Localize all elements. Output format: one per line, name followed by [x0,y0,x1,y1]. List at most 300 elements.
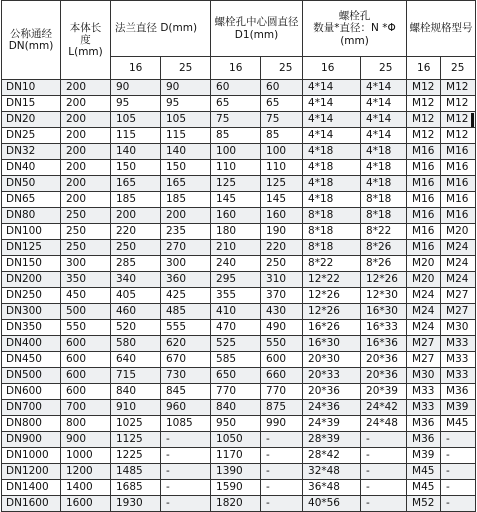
cell-bolt-holes-25: 4*18 [361,144,407,160]
header-length: 本体长 度 L(mm) [61,1,111,80]
cell-flange-16: 640 [111,352,161,368]
cell-dn: DN800 [2,416,61,432]
cell-flange-16: 580 [111,336,161,352]
cell-flange-16: 1025 [111,416,161,432]
cell-bolt-holes-16: 20*33 [303,368,361,384]
cell-length: 600 [61,384,111,400]
table-row [2,96,476,112]
cell-bolt-holes-25: 12*26 [361,272,407,288]
cell-length: 200 [61,176,111,192]
cell-bolt-circle-16: 1590 [211,480,261,496]
cell-flange-16: 150 [111,160,161,176]
header-bolt-holes-16: 16 [303,57,361,80]
table-row [2,432,476,448]
cell-length: 250 [61,240,111,256]
table-row [2,208,476,224]
cell-bolt-spec-25: M39 [441,400,476,416]
cell-bolt-circle-16: 295 [211,272,261,288]
cell-dn: DN300 [2,304,61,320]
cell-flange-16: 1485 [111,464,161,480]
cell-flange-25: 165 [161,176,211,192]
cell-flange-25: 730 [161,368,211,384]
cell-bolt-spec-16: M16 [407,240,441,256]
table-row [2,400,476,416]
cell-bolt-spec-16: M12 [407,96,441,112]
cell-flange-16: 715 [111,368,161,384]
cell-bolt-holes-16: 28*42 [303,448,361,464]
cell-bolt-circle-16: 125 [211,176,261,192]
cell-length: 200 [61,160,111,176]
cell-bolt-spec-16: M27 [407,336,441,352]
cell-bolt-holes-25: 24*48 [361,416,407,432]
cell-flange-16: 90 [111,80,161,96]
cell-bolt-spec-16: M39 [407,448,441,464]
cell-bolt-circle-25: 100 [261,144,303,160]
cell-bolt-holes-16: 8*18 [303,240,361,256]
cell-bolt-circle-16: 75 [211,112,261,128]
cell-dn: DN250 [2,288,61,304]
cell-dn: DN500 [2,368,61,384]
cell-bolt-circle-16: 240 [211,256,261,272]
cell-bolt-circle-25: - [261,464,303,480]
cell-bolt-circle-16: 180 [211,224,261,240]
cell-bolt-spec-25: M20 [441,224,476,240]
cell-bolt-circle-25: 220 [261,240,303,256]
cell-bolt-holes-25: 12*30 [361,288,407,304]
cell-bolt-spec-25: - [441,464,476,480]
cell-bolt-circle-16: 410 [211,304,261,320]
cell-bolt-spec-16: M20 [407,272,441,288]
cell-dn: DN150 [2,256,61,272]
table-row [2,368,476,384]
cell-bolt-holes-25: 4*14 [361,128,407,144]
table-row [2,336,476,352]
cell-length: 200 [61,80,111,96]
cell-bolt-spec-16: M52 [407,496,441,512]
cell-bolt-holes-16: 12*26 [303,304,361,320]
table-row [2,240,476,256]
cell-bolt-holes-16: 16*30 [303,336,361,352]
header-bolt-spec: 螺栓规格型号 [407,1,476,57]
cell-bolt-holes-25: 16*30 [361,304,407,320]
cell-bolt-spec-25: M12 [441,128,476,144]
table-row [2,256,476,272]
cell-bolt-holes-25: - [361,496,407,512]
cell-flange-16: 115 [111,128,161,144]
cell-flange-25: 300 [161,256,211,272]
cell-bolt-circle-25: 125 [261,176,303,192]
flange-spec-table [1,0,476,512]
cell-bolt-circle-16: 525 [211,336,261,352]
cell-bolt-spec-25: M33 [441,336,476,352]
cell-bolt-spec-16: M30 [407,368,441,384]
cell-bolt-circle-25: - [261,480,303,496]
cell-length: 1000 [61,448,111,464]
cell-bolt-spec-16: M16 [407,160,441,176]
cell-bolt-holes-25: 16*33 [361,320,407,336]
cell-length: 200 [61,112,111,128]
cell-bolt-holes-25: 24*42 [361,400,407,416]
cell-length: 250 [61,224,111,240]
cell-bolt-holes-16: 12*22 [303,272,361,288]
cell-length: 550 [61,320,111,336]
cell-bolt-holes-25: 8*26 [361,240,407,256]
cell-bolt-circle-25: 875 [261,400,303,416]
cell-bolt-holes-25: 8*26 [361,256,407,272]
cell-bolt-spec-16: M16 [407,176,441,192]
header-flange-16: 16 [111,57,161,80]
cell-bolt-spec-25: M33 [441,368,476,384]
cell-dn: DN700 [2,400,61,416]
cell-bolt-spec-16: M24 [407,320,441,336]
cell-flange-25: 90 [161,80,211,96]
table-row [2,320,476,336]
cell-flange-16: 840 [111,384,161,400]
cell-bolt-spec-16: M33 [407,384,441,400]
header-flange-25: 25 [161,57,211,80]
table-row [2,288,476,304]
cell-bolt-holes-16: 4*18 [303,192,361,208]
cell-flange-25: 200 [161,208,211,224]
cell-bolt-holes-16: 4*14 [303,96,361,112]
cell-flange-25: - [161,432,211,448]
cell-bolt-circle-16: 1170 [211,448,261,464]
cell-dn: DN450 [2,352,61,368]
cell-bolt-spec-16: M12 [407,80,441,96]
cell-dn: DN40 [2,160,61,176]
cell-bolt-circle-16: 1390 [211,464,261,480]
cell-bolt-circle-25: 600 [261,352,303,368]
table-row [2,224,476,240]
cell-bolt-spec-16: M36 [407,432,441,448]
cell-flange-25: 1085 [161,416,211,432]
cell-flange-16: 340 [111,272,161,288]
cell-bolt-spec-16: M45 [407,464,441,480]
cell-bolt-circle-16: 210 [211,240,261,256]
cell-length: 1600 [61,496,111,512]
table-body [2,80,476,512]
table-row [2,448,476,464]
cell-length: 1400 [61,480,111,496]
table-row [2,464,476,480]
cell-bolt-circle-16: 470 [211,320,261,336]
header-flange-diameter: 法兰直径 D(mm) [111,1,211,57]
cell-length: 200 [61,144,111,160]
table-row [2,384,476,400]
table-row [2,112,476,128]
cell-flange-16: 1125 [111,432,161,448]
cell-bolt-spec-16: M36 [407,416,441,432]
cell-bolt-holes-16: 20*36 [303,384,361,400]
cell-bolt-spec-25: M16 [441,144,476,160]
cell-bolt-spec-25: M24 [441,272,476,288]
cell-bolt-holes-25: 16*36 [361,336,407,352]
cell-flange-25: 95 [161,96,211,112]
cell-bolt-spec-16: M33 [407,400,441,416]
cell-bolt-circle-16: 85 [211,128,261,144]
cell-bolt-holes-25: 4*14 [361,96,407,112]
cell-flange-25: 270 [161,240,211,256]
cell-bolt-holes-16: 32*48 [303,464,361,480]
cell-bolt-circle-25: 160 [261,208,303,224]
cell-flange-25: 185 [161,192,211,208]
cell-bolt-circle-16: 1820 [211,496,261,512]
cell-flange-16: 250 [111,240,161,256]
cell-bolt-circle-25: 660 [261,368,303,384]
cell-bolt-holes-25: - [361,480,407,496]
cell-length: 1200 [61,464,111,480]
cell-bolt-holes-16: 40*56 [303,496,361,512]
cell-bolt-holes-16: 12*26 [303,288,361,304]
cell-bolt-holes-25: - [361,432,407,448]
cell-flange-25: - [161,496,211,512]
cell-bolt-holes-25: 4*14 [361,80,407,96]
cell-dn: DN15 [2,96,61,112]
cell-dn: DN50 [2,176,61,192]
cell-bolt-spec-25: M12 [441,112,476,128]
cell-bolt-holes-16: 24*36 [303,400,361,416]
cell-bolt-holes-16: 16*26 [303,320,361,336]
cell-bolt-holes-16: 4*14 [303,112,361,128]
cell-dn: DN20 [2,112,61,128]
cell-flange-16: 1685 [111,480,161,496]
cell-bolt-spec-16: M20 [407,256,441,272]
cell-bolt-spec-16: M45 [407,480,441,496]
header-bolt-spec-16: 16 [407,57,441,80]
cell-bolt-spec-16: M16 [407,144,441,160]
cell-flange-25: - [161,480,211,496]
table-row [2,480,476,496]
header-dn: 公称通经 DN(mm) [2,1,61,80]
cell-flange-16: 95 [111,96,161,112]
cell-bolt-circle-16: 650 [211,368,261,384]
cell-flange-16: 910 [111,400,161,416]
cell-flange-25: 960 [161,400,211,416]
cell-bolt-spec-25: M24 [441,256,476,272]
cell-bolt-circle-25: 75 [261,112,303,128]
cell-bolt-circle-25: - [261,448,303,464]
cell-bolt-circle-25: 310 [261,272,303,288]
cell-bolt-circle-16: 100 [211,144,261,160]
cell-bolt-spec-16: M24 [407,288,441,304]
cell-length: 600 [61,352,111,368]
cell-bolt-holes-25: 20*39 [361,384,407,400]
cell-length: 500 [61,304,111,320]
cell-dn: DN80 [2,208,61,224]
cell-bolt-circle-16: 160 [211,208,261,224]
cell-bolt-circle-25: 190 [261,224,303,240]
cell-bolt-circle-25: 370 [261,288,303,304]
cell-flange-25: 555 [161,320,211,336]
scroll-marker [471,113,474,127]
cell-bolt-spec-25: M16 [441,192,476,208]
header-bolt-holes: 螺栓孔 数量*直径：N *Φ (mm) [303,1,407,57]
cell-dn: DN200 [2,272,61,288]
cell-bolt-circle-25: 85 [261,128,303,144]
cell-bolt-spec-16: M16 [407,208,441,224]
cell-dn: DN125 [2,240,61,256]
table-row [2,352,476,368]
cell-bolt-spec-25: - [441,432,476,448]
cell-bolt-circle-25: - [261,496,303,512]
cell-bolt-circle-16: 950 [211,416,261,432]
cell-flange-16: 165 [111,176,161,192]
cell-bolt-holes-16: 24*39 [303,416,361,432]
cell-flange-25: 140 [161,144,211,160]
cell-bolt-spec-25: M36 [441,384,476,400]
cell-flange-25: 620 [161,336,211,352]
cell-bolt-spec-25: M12 [441,80,476,96]
cell-bolt-circle-16: 585 [211,352,261,368]
cell-bolt-spec-16: M27 [407,352,441,368]
cell-length: 800 [61,416,111,432]
cell-bolt-circle-16: 110 [211,160,261,176]
cell-dn: DN1200 [2,464,61,480]
cell-bolt-holes-16: 8*18 [303,208,361,224]
cell-bolt-holes-25: 4*18 [361,176,407,192]
cell-dn: DN100 [2,224,61,240]
cell-bolt-circle-25: 430 [261,304,303,320]
cell-bolt-holes-16: 28*39 [303,432,361,448]
cell-flange-25: 485 [161,304,211,320]
cell-length: 200 [61,192,111,208]
cell-bolt-spec-25: - [441,496,476,512]
cell-bolt-holes-25: 4*18 [361,160,407,176]
cell-bolt-holes-25: 4*14 [361,112,407,128]
table-row [2,144,476,160]
header-bolt-circle: 螺栓孔中心圆直径 D1(mm) [211,1,303,57]
cell-bolt-spec-25: M12 [441,96,476,112]
cell-bolt-circle-25: 550 [261,336,303,352]
cell-bolt-circle-16: 145 [211,192,261,208]
cell-flange-16: 285 [111,256,161,272]
cell-bolt-spec-25: M27 [441,288,476,304]
cell-flange-25: 150 [161,160,211,176]
cell-flange-25: - [161,464,211,480]
cell-bolt-circle-25: 250 [261,256,303,272]
cell-bolt-spec-25: M30 [441,320,476,336]
cell-dn: DN65 [2,192,61,208]
header-bolt-spec-25: 25 [441,57,476,80]
cell-bolt-holes-16: 20*30 [303,352,361,368]
cell-bolt-holes-16: 4*14 [303,128,361,144]
cell-flange-16: 185 [111,192,161,208]
cell-bolt-spec-16: M12 [407,112,441,128]
cell-length: 600 [61,368,111,384]
cell-flange-16: 520 [111,320,161,336]
cell-bolt-holes-25: 20*36 [361,368,407,384]
cell-length: 600 [61,336,111,352]
cell-dn: DN25 [2,128,61,144]
cell-bolt-circle-25: - [261,432,303,448]
cell-bolt-circle-25: 990 [261,416,303,432]
header-bolt-holes-25: 25 [361,57,407,80]
cell-bolt-holes-16: 4*18 [303,160,361,176]
cell-dn: DN1000 [2,448,61,464]
header-bolt-circle-25: 25 [261,57,303,80]
cell-length: 200 [61,128,111,144]
cell-flange-25: 115 [161,128,211,144]
cell-bolt-holes-16: 4*18 [303,144,361,160]
cell-bolt-holes-25: 20*36 [361,352,407,368]
cell-bolt-holes-25: - [361,448,407,464]
cell-length: 350 [61,272,111,288]
cell-length: 300 [61,256,111,272]
header-bolt-circle-16: 16 [211,57,261,80]
cell-flange-16: 220 [111,224,161,240]
cell-bolt-spec-16: M16 [407,224,441,240]
cell-bolt-holes-16: 36*48 [303,480,361,496]
cell-flange-25: 235 [161,224,211,240]
table-row [2,304,476,320]
table-row [2,160,476,176]
cell-bolt-spec-16: M16 [407,192,441,208]
cell-bolt-circle-16: 60 [211,80,261,96]
cell-dn: DN900 [2,432,61,448]
cell-bolt-circle-25: 770 [261,384,303,400]
cell-dn: DN10 [2,80,61,96]
cell-flange-25: 425 [161,288,211,304]
cell-dn: DN1600 [2,496,61,512]
cell-bolt-spec-25: M27 [441,304,476,320]
table-row [2,128,476,144]
cell-bolt-holes-16: 4*14 [303,80,361,96]
cell-bolt-circle-16: 1050 [211,432,261,448]
cell-bolt-spec-25: M24 [441,240,476,256]
cell-bolt-spec-25: - [441,448,476,464]
cell-bolt-spec-16: M24 [407,304,441,320]
cell-flange-16: 405 [111,288,161,304]
cell-bolt-holes-16: 8*22 [303,256,361,272]
cell-length: 250 [61,208,111,224]
cell-flange-25: 845 [161,384,211,400]
cell-bolt-holes-16: 4*18 [303,176,361,192]
cell-flange-25: 105 [161,112,211,128]
cell-dn: DN1400 [2,480,61,496]
cell-bolt-spec-16: M12 [407,128,441,144]
cell-bolt-spec-25: M16 [441,160,476,176]
cell-flange-16: 1225 [111,448,161,464]
table-row [2,416,476,432]
cell-flange-25: 360 [161,272,211,288]
cell-bolt-holes-25: 8*18 [361,208,407,224]
cell-bolt-circle-16: 840 [211,400,261,416]
cell-bolt-holes-25: 8*22 [361,224,407,240]
cell-bolt-circle-25: 65 [261,96,303,112]
cell-length: 900 [61,432,111,448]
table-row [2,176,476,192]
cell-length: 700 [61,400,111,416]
cell-dn: DN400 [2,336,61,352]
cell-bolt-spec-25: - [441,480,476,496]
table-row [2,80,476,96]
cell-bolt-circle-16: 65 [211,96,261,112]
cell-flange-16: 105 [111,112,161,128]
cell-bolt-circle-25: 60 [261,80,303,96]
cell-length: 450 [61,288,111,304]
cell-dn: DN600 [2,384,61,400]
cell-bolt-circle-16: 770 [211,384,261,400]
cell-flange-16: 1930 [111,496,161,512]
cell-bolt-spec-25: M33 [441,352,476,368]
cell-bolt-spec-25: M45 [441,416,476,432]
cell-flange-25: - [161,448,211,464]
cell-dn: DN32 [2,144,61,160]
cell-bolt-holes-25: 8*18 [361,192,407,208]
cell-bolt-spec-25: M16 [441,176,476,192]
cell-bolt-circle-16: 355 [211,288,261,304]
cell-bolt-holes-16: 8*18 [303,224,361,240]
